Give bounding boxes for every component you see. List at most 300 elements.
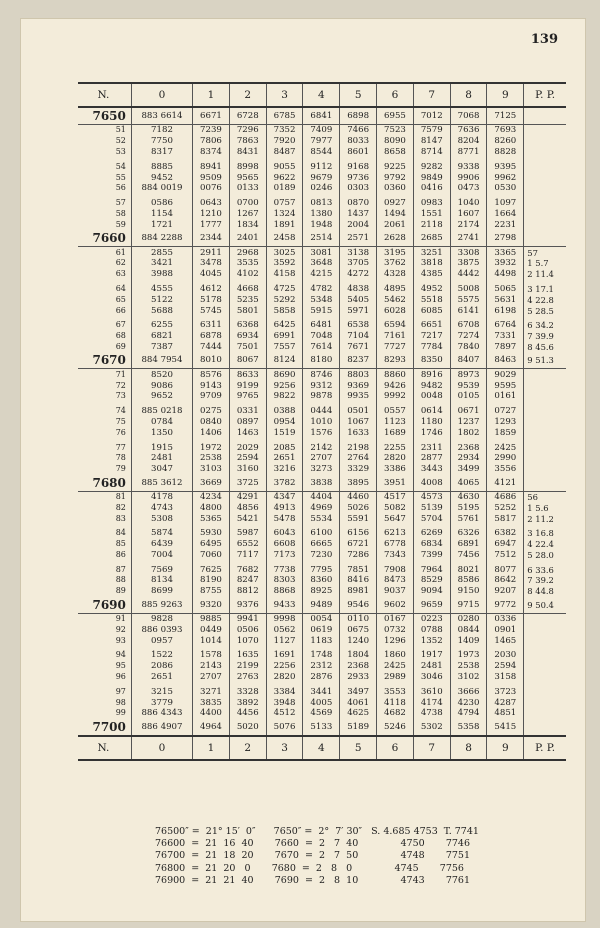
proportional-part [524, 417, 566, 428]
row-col: 1633 [340, 427, 377, 438]
row-col: 7274 [450, 331, 487, 342]
row-col: 0530 [487, 183, 524, 194]
row-col: 2004 [340, 219, 377, 230]
row-col: 2311 [413, 442, 450, 453]
table-row [78, 550, 566, 561]
row-col: 8998 [229, 161, 266, 172]
row-col: 0501 [340, 406, 377, 417]
row-number: 55 [115, 172, 126, 182]
row-col: 9765 [229, 391, 266, 402]
row-col: 6671 [193, 107, 230, 125]
row-col-0: 8134 [131, 575, 192, 586]
row-col: 7060 [193, 550, 230, 561]
row-col: 6213 [377, 528, 414, 539]
row-col: 4328 [377, 269, 414, 280]
header-col: 1 [193, 736, 230, 760]
row-col: 2571 [340, 230, 377, 247]
row-col: 9565 [229, 172, 266, 183]
row-col: 9150 [450, 586, 487, 597]
row-col: 6495 [193, 539, 230, 550]
row-col: 8077 [487, 564, 524, 575]
row-col: 3478 [193, 258, 230, 269]
row-col: 9878 [303, 391, 340, 402]
row-col: 9941 [229, 613, 266, 624]
row-col: 5235 [229, 294, 266, 305]
row-col: 9094 [413, 586, 450, 597]
row-col: 3160 [229, 464, 266, 475]
row-number: 84 [115, 528, 126, 538]
row-col: 9849 [413, 172, 450, 183]
proportional-part: 5 28.0 [524, 550, 566, 561]
row-col: 1293 [487, 417, 524, 428]
row-col: 2628 [377, 230, 414, 247]
row-col: 9659 [413, 597, 450, 614]
row-number: 91 [115, 614, 126, 624]
proportional-part [524, 230, 566, 247]
row-number: 75 [115, 416, 126, 426]
row-col: 0360 [377, 183, 414, 194]
row-col: 9489 [303, 597, 340, 614]
row-col: 8812 [229, 586, 266, 597]
row-col: 8828 [487, 147, 524, 158]
table-row [78, 502, 566, 513]
row-col: 4215 [303, 269, 340, 280]
proportional-part [524, 161, 566, 172]
row-col: 5082 [377, 502, 414, 513]
row-col: 1267 [229, 209, 266, 220]
row-col: 8090 [377, 136, 414, 147]
row-col: 4573 [413, 491, 450, 502]
row-col: 1891 [266, 219, 303, 230]
row-col: 0727 [487, 406, 524, 417]
row-col: 1123 [377, 417, 414, 428]
table-row [78, 586, 566, 597]
row-col: 5534 [303, 513, 340, 524]
row-col: 2876 [303, 672, 340, 683]
table-row [78, 172, 566, 183]
header-col: 7 [413, 736, 450, 760]
row-col: 7012 [413, 107, 450, 125]
row-number: 93 [115, 635, 126, 645]
table-row [78, 183, 566, 194]
table-row [78, 597, 566, 614]
row-col: 7466 [340, 125, 377, 136]
row-col: 0813 [303, 198, 340, 209]
row-col-0: 884 0019 [131, 183, 192, 194]
row-col: 4230 [450, 697, 487, 708]
row-number: 53 [115, 146, 126, 156]
proportional-part: 3 16.8 [524, 528, 566, 539]
table-row [78, 635, 566, 646]
table-row [78, 697, 566, 708]
row-col-0: 3215 [131, 686, 192, 697]
row-col: 8746 [303, 369, 340, 380]
header-col: 9 [487, 736, 524, 760]
row-col: 4964 [193, 719, 230, 736]
row-col: 3386 [377, 464, 414, 475]
row-col: 6778 [377, 539, 414, 550]
row-col: 8714 [413, 147, 450, 158]
row-number: 94 [115, 650, 126, 660]
footer-line: 76700 = 21 18 20 7670 = 2 7 50 4748 7751 [155, 850, 471, 862]
row-col: 6481 [303, 320, 340, 331]
proportional-part [524, 391, 566, 402]
row-col: 2933 [340, 672, 377, 683]
proportional-part: 2 11.4 [524, 269, 566, 280]
row-col-0: 886 4343 [131, 708, 192, 719]
row-col: 2255 [377, 442, 414, 453]
row-col: 0416 [413, 183, 450, 194]
row-col: 8303 [266, 575, 303, 586]
row-col: 2820 [266, 672, 303, 683]
table-row [78, 564, 566, 575]
row-col: 2538 [450, 661, 487, 672]
row-col: 4668 [229, 284, 266, 295]
row-col: 3723 [487, 686, 524, 697]
row-col-0: 8885 [131, 161, 192, 172]
row-col: 4517 [377, 491, 414, 502]
row-col: 7444 [193, 342, 230, 353]
row-col: 7557 [266, 342, 303, 353]
row-col-0: 8520 [131, 369, 192, 380]
row-col: 1409 [450, 635, 487, 646]
row-col: 3195 [377, 247, 414, 258]
row-col: 8473 [377, 575, 414, 586]
row-col: 5801 [229, 305, 266, 316]
row-col-0: 886 4907 [131, 719, 192, 736]
row-col: 9055 [266, 161, 303, 172]
row-number: 57 [115, 198, 126, 208]
table-row [78, 369, 566, 380]
row-col: 8633 [229, 369, 266, 380]
row-number: 7700 [78, 719, 131, 736]
row-number: 77 [115, 442, 126, 452]
row-col: 6834 [413, 539, 450, 550]
row-col: 0444 [303, 406, 340, 417]
row-col: 8941 [193, 161, 230, 172]
table-row [78, 136, 566, 147]
row-col: 7173 [266, 550, 303, 561]
row-number: 81 [115, 491, 126, 501]
row-col: 0473 [450, 183, 487, 194]
table-row [78, 661, 566, 672]
row-col: 5252 [487, 502, 524, 513]
row-col: 3271 [193, 686, 230, 697]
row-col: 7352 [266, 125, 303, 136]
row-col: 7399 [413, 550, 450, 561]
row-col: 8925 [303, 586, 340, 597]
row-col: 5348 [303, 294, 340, 305]
row-col: 5858 [266, 305, 303, 316]
row-col: 2401 [229, 230, 266, 247]
proportional-part: 1 5.7 [524, 258, 566, 269]
row-number: 99 [115, 708, 126, 718]
row-col: 6934 [229, 331, 266, 342]
header-col: 5 [340, 736, 377, 760]
row-number: 82 [115, 502, 126, 512]
proportional-part: 7 39.9 [524, 331, 566, 342]
row-col: 5761 [450, 513, 487, 524]
row-col-0: 8317 [131, 147, 192, 158]
row-number: 59 [115, 219, 126, 229]
row-col: 2651 [266, 453, 303, 464]
row-col: 6100 [303, 528, 340, 539]
row-col: 5195 [450, 502, 487, 513]
row-col: 8033 [340, 136, 377, 147]
row-col: 4782 [303, 284, 340, 295]
row-col: 4512 [266, 708, 303, 719]
row-col: 4800 [193, 502, 230, 513]
table-row [78, 125, 566, 136]
row-col-0: 5122 [131, 294, 192, 305]
row-col: 5178 [193, 294, 230, 305]
row-col: 3705 [340, 258, 377, 269]
row-col: 3553 [377, 686, 414, 697]
page-number: 139 [530, 32, 558, 47]
row-col: 7239 [193, 125, 230, 136]
footer-line: 76900 = 21 21 40 7690 = 2 8 10 4743 7761 [155, 874, 471, 886]
row-number: 85 [115, 539, 126, 549]
row-col: 6043 [266, 528, 303, 539]
row-col-0: 3047 [131, 464, 192, 475]
proportional-part [524, 406, 566, 417]
row-col: 0788 [413, 624, 450, 635]
row-col: 2030 [487, 650, 524, 661]
row-col: 1010 [303, 417, 340, 428]
table-row [78, 624, 566, 635]
row-col: 7727 [377, 342, 414, 353]
row-col: 1324 [266, 209, 303, 220]
row-col: 9736 [340, 172, 377, 183]
row-col: 9822 [266, 391, 303, 402]
row-col: 1973 [450, 650, 487, 661]
row-col: 7625 [193, 564, 230, 575]
row-col: 2425 [487, 442, 524, 453]
row-col: 3251 [413, 247, 450, 258]
row-col: 5591 [340, 513, 377, 524]
row-col: 9112 [303, 161, 340, 172]
row-col-0: 9086 [131, 380, 192, 391]
row-col: 7636 [450, 125, 487, 136]
row-col: 2029 [229, 442, 266, 453]
header-col: 4 [303, 83, 340, 107]
row-col: 1804 [340, 650, 377, 661]
row-col: 7343 [377, 550, 414, 561]
row-col: 2312 [303, 661, 340, 672]
row-col: 1664 [487, 209, 524, 220]
row-col: 8293 [377, 352, 414, 369]
table-row [78, 575, 566, 586]
row-col-0: 4178 [131, 491, 192, 502]
row-number: 67 [115, 320, 126, 330]
row-col: 3273 [303, 464, 340, 475]
row-col: 5745 [193, 305, 230, 316]
table-row [78, 708, 566, 719]
table-row [78, 269, 566, 280]
row-col: 4794 [450, 708, 487, 719]
row-col-0: 7004 [131, 550, 192, 561]
row-number: 62 [115, 258, 126, 268]
row-col-0: 7387 [131, 342, 192, 353]
row-col: 5704 [413, 513, 450, 524]
header-col: 6 [377, 83, 414, 107]
row-col: 2685 [413, 230, 450, 247]
row-col: 1519 [266, 427, 303, 438]
row-col: 3725 [229, 475, 266, 492]
row-col: 1576 [303, 427, 340, 438]
row-col: 0506 [229, 624, 266, 635]
row-col: 6552 [229, 539, 266, 550]
row-col: 4061 [340, 697, 377, 708]
row-number: 72 [115, 380, 126, 390]
row-number: 89 [115, 586, 126, 596]
row-col: 2538 [193, 453, 230, 464]
row-col: 4234 [193, 491, 230, 502]
row-col: 5915 [303, 305, 340, 316]
row-col: 5246 [377, 719, 414, 736]
row-col: 2256 [266, 661, 303, 672]
row-col: 6382 [487, 528, 524, 539]
header-col: 0 [131, 736, 192, 760]
row-number: 51 [115, 125, 126, 135]
row-number: 66 [115, 305, 126, 315]
row-col: 9199 [229, 380, 266, 391]
proportional-part [524, 719, 566, 736]
row-col: 9906 [450, 172, 487, 183]
row-col: 3610 [413, 686, 450, 697]
row-col: 2594 [487, 661, 524, 672]
row-col-0: 1154 [131, 209, 192, 220]
row-col: 7693 [487, 125, 524, 136]
row-col: 6326 [450, 528, 487, 539]
row-col: 3384 [266, 686, 303, 697]
row-col: 1380 [303, 209, 340, 220]
row-col: 8690 [266, 369, 303, 380]
row-col: 4969 [303, 502, 340, 513]
row-col: 1691 [266, 650, 303, 661]
row-col: 1689 [377, 427, 414, 438]
row-col: 0562 [266, 624, 303, 635]
row-col: 2118 [413, 219, 450, 230]
table-row [78, 294, 566, 305]
row-col: 7784 [413, 342, 450, 353]
row-col: 9320 [193, 597, 230, 614]
row-col: 6311 [193, 320, 230, 331]
row-col: 9225 [377, 161, 414, 172]
row-col: 3648 [303, 258, 340, 269]
row-col: 0983 [413, 198, 450, 209]
row-col: 4404 [303, 491, 340, 502]
row-col: 9602 [377, 597, 414, 614]
row-col: 0870 [340, 198, 377, 209]
row-col: 2458 [266, 230, 303, 247]
row-col: 7851 [340, 564, 377, 575]
proportional-part: 7 39.2 [524, 575, 566, 586]
header-col: 1 [193, 83, 230, 107]
table-body [78, 83, 566, 760]
row-col: 1437 [340, 209, 377, 220]
row-col: 1859 [487, 427, 524, 438]
row-col: 6878 [193, 331, 230, 342]
row-col: 8868 [266, 586, 303, 597]
table-row [78, 475, 566, 492]
table-row [78, 491, 566, 502]
row-col: 9029 [487, 369, 524, 380]
proportional-part [524, 650, 566, 661]
row-col: 6721 [340, 539, 377, 550]
row-col: 5631 [487, 294, 524, 305]
row-col: 4121 [487, 475, 524, 492]
row-col-0: 4743 [131, 502, 192, 513]
table-row [78, 161, 566, 172]
row-col: 0557 [377, 406, 414, 417]
header-pp: P. P. [524, 83, 566, 107]
row-col: 3818 [413, 258, 450, 269]
row-col: 2174 [450, 219, 487, 230]
row-col: 3138 [340, 247, 377, 258]
row-col: 7331 [487, 331, 524, 342]
row-col: 9312 [303, 380, 340, 391]
row-col: 2990 [487, 453, 524, 464]
proportional-part: 1 5.6 [524, 502, 566, 513]
row-col: 2198 [340, 442, 377, 453]
row-col: 8350 [413, 352, 450, 369]
row-col: 6368 [229, 320, 266, 331]
row-col: 9207 [487, 586, 524, 597]
row-col: 3025 [266, 247, 303, 258]
row-col-0: 886 0393 [131, 624, 192, 635]
row-col-0: 6439 [131, 539, 192, 550]
row-col: 4725 [266, 284, 303, 295]
row-col: 0614 [413, 406, 450, 417]
row-col: 3556 [487, 464, 524, 475]
row-col: 9792 [377, 172, 414, 183]
row-col: 3046 [413, 672, 450, 683]
row-col: 5026 [340, 502, 377, 513]
row-col: 6028 [377, 305, 414, 316]
header-n: N. [78, 736, 131, 760]
header-col: 2 [229, 83, 266, 107]
row-col: 6955 [377, 107, 414, 125]
column-header-row [78, 736, 566, 760]
row-col: 7230 [303, 550, 340, 561]
row-number: 92 [115, 624, 126, 634]
row-col: 1777 [193, 219, 230, 230]
row-col: 4952 [413, 284, 450, 295]
row-col: 8601 [340, 147, 377, 158]
proportional-part [524, 672, 566, 683]
proportional-part [524, 147, 566, 158]
row-col: 2085 [266, 442, 303, 453]
row-col: 1237 [450, 417, 487, 428]
row-col: 1834 [229, 219, 266, 230]
row-number: 86 [115, 549, 126, 559]
table-row [78, 406, 566, 417]
row-col: 9426 [377, 380, 414, 391]
row-col: 8124 [266, 352, 303, 369]
row-col: 4856 [229, 502, 266, 513]
row-col: 8247 [229, 575, 266, 586]
row-col: 4347 [266, 491, 303, 502]
row-col: 1067 [340, 417, 377, 428]
conversion-footer [155, 826, 479, 887]
proportional-part [524, 697, 566, 708]
row-col: 2707 [193, 672, 230, 683]
row-col-0: 1350 [131, 427, 192, 438]
row-col: 0189 [266, 183, 303, 194]
header-col: 0 [131, 83, 192, 107]
proportional-part [524, 475, 566, 492]
